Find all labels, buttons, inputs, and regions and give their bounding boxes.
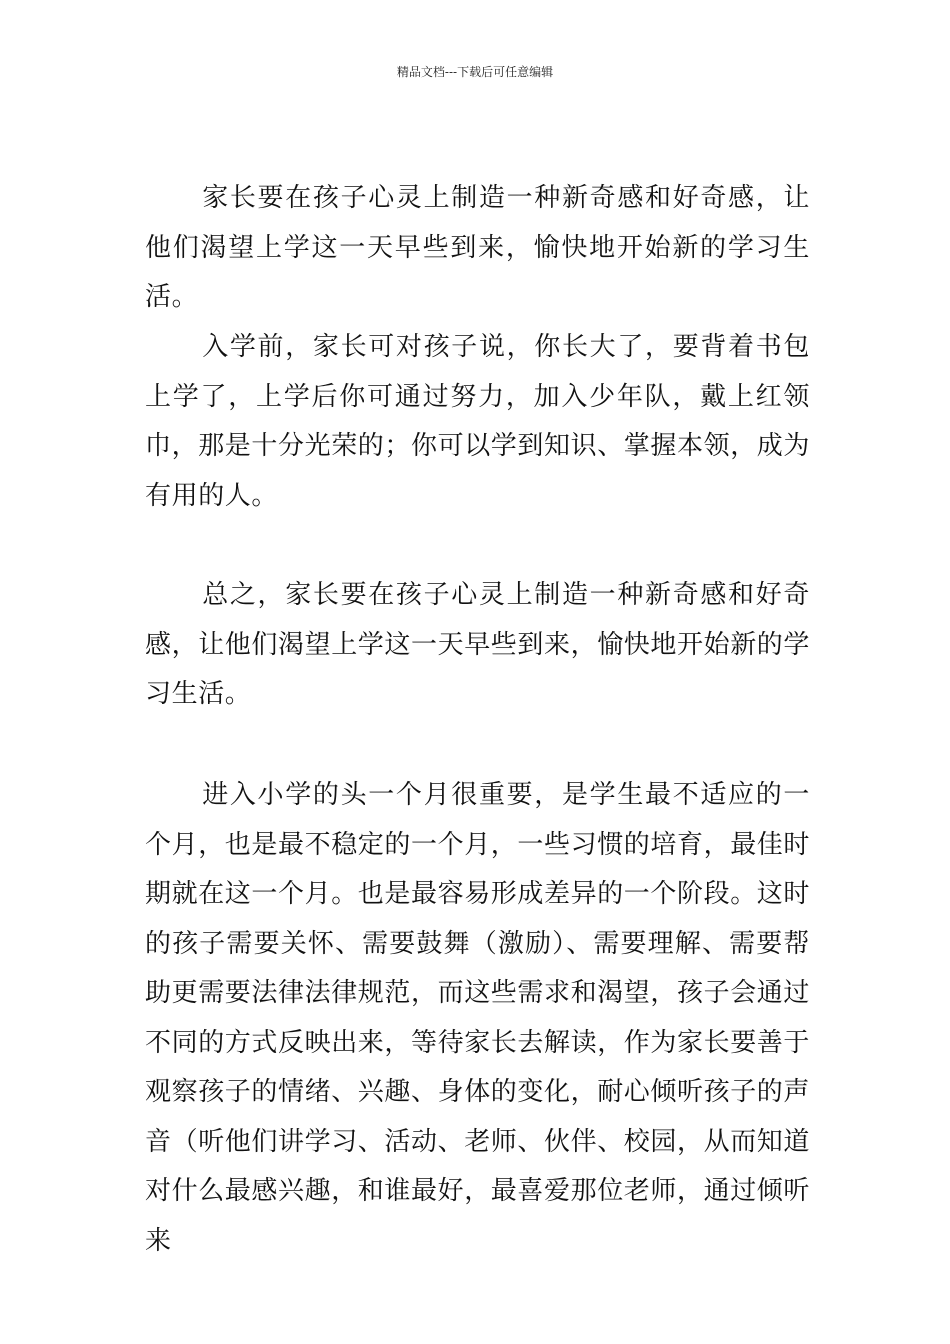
paragraph-3: 总之，家长要在孩子心灵上制造一种新奇感和好奇感，让他们渴望上学这一天早些到来，愉快地开始新的学习生活。: [145, 580, 811, 709]
paragraph-1: 家长要在孩子心灵上制造一种新奇感和好奇感，让他们渴望上学这一天早些到来，愉快地开始新的学习生活。: [145, 183, 810, 312]
page-header: 精品文档---下载后可任意编辑: [396, 65, 554, 79]
paragraph-2: 入学前，家长可对孩子说，你长大了，要背着书包上学了，上学后你可通过努力，加入少年队，戴上红领巾，那是十分光荣的；你可以学到知识、掌握本领，成为有用的人。: [145, 332, 811, 511]
paragraph-4: 进入小学的头一个月很重要，是学生最不适应的一个月，也是最不稳定的一个月，一些习惯的培育，最佳时期就在这一个月。也是最容易形成差异的一个阶段。这时的孩子需要关怀、需要鼓舞（激励）、需要理解、需要帮助更需要法律法律规范，而这些需求和渴望，孩子会通过不同的方式反映出来，等待家长去解读，作为家长要善于观察孩子的情绪、兴趣、身体的变化，耐心倾听孩子的声音（听他们讲学习、活动、老师、伙伴、校园，从而知道对什么最感兴趣，和谁最好，最喜爱那位老师，通过倾听来: [145, 780, 811, 1256]
